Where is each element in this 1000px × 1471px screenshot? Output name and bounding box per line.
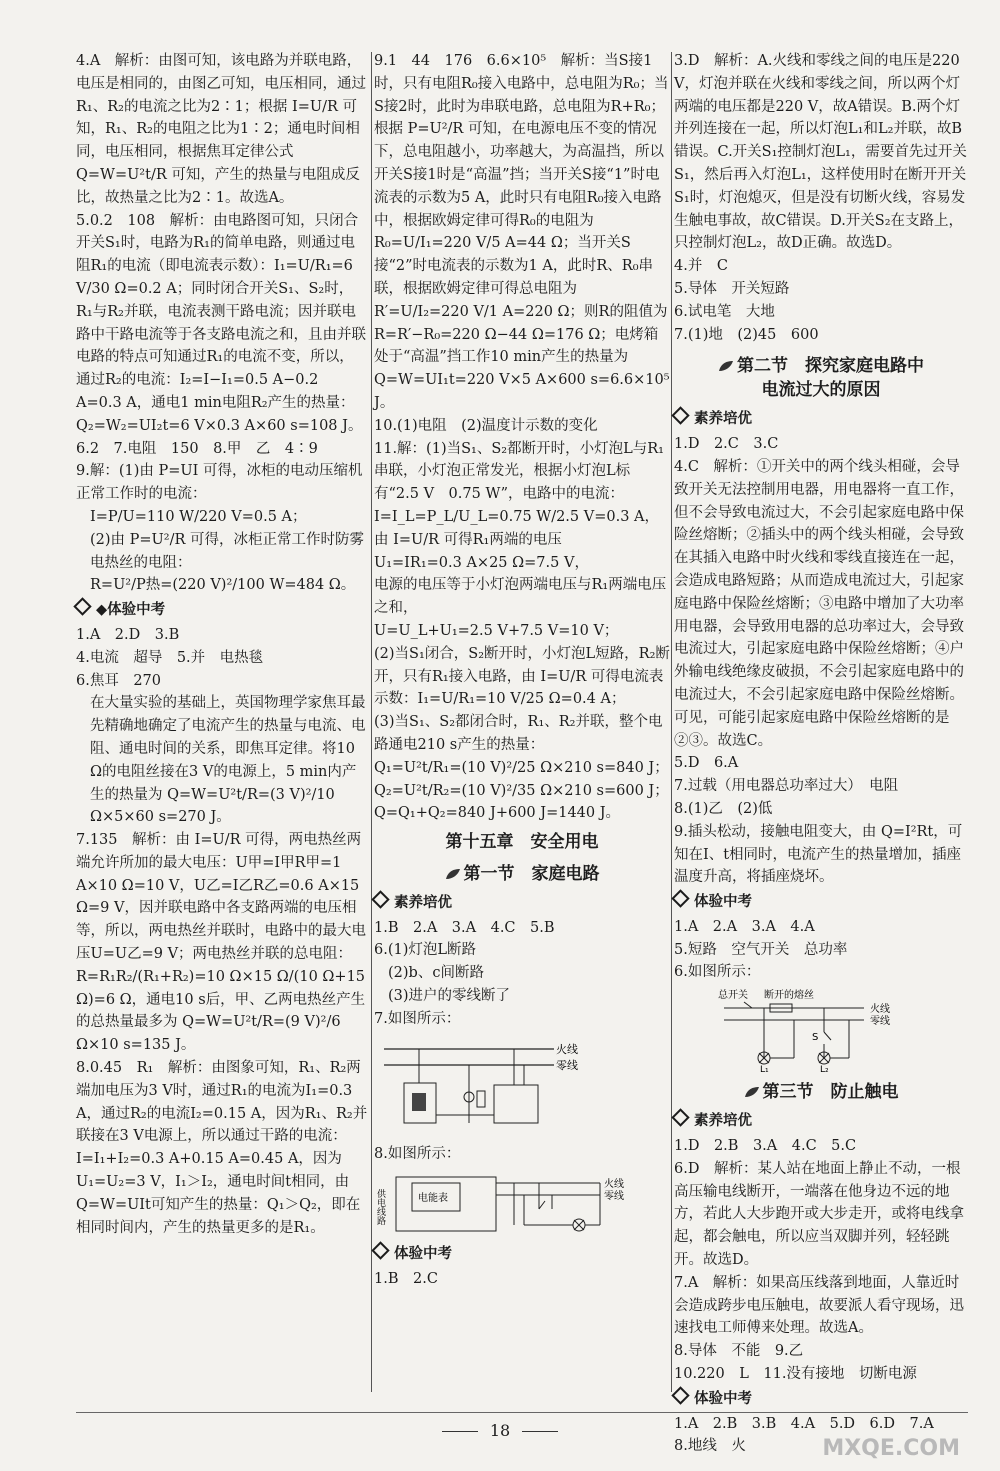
answer-item: 10.(1)电阻 (2)温度计示数的变化: [374, 417, 598, 434]
fig6-label-l2: L₂: [820, 1065, 829, 1073]
answer-item: 在大量实验的基础上，英国物理学家焦耳最先精确地确定了电流产生的热量与电流、电阻、通电时间的关系，即焦耳定律。将10 Ω的电阻丝接在3 V的电源上，5 min内产生的热量为 Q=W=U²t/R=(3 V)²/10 Ω×5×60 s=270 J。: [90, 695, 366, 826]
section-title: 第一节 家庭电路: [374, 862, 670, 886]
answer-item: 8.(1)乙 (2)低: [674, 800, 773, 817]
answer-item: 8.0.45 R₁ 解析：由图象可知，R₁、R₂两端加电压为3 V时，通过R₁的电流为I₁=0.3 A，通过R₂的电流I₂=0.15 A，因为R₁、R₂并联接在3 V电源上，所以通过干路的电流：I=I₁+I₂=0.3 A+0.15 A=0.45 A，因为U₁=U₂=3 V，I₁＞I₂，通电时间t相同，由Q=W=UIt可知产生的热量：Q₁＞Q₂，即在相同时间内，产生的热量更多的是R₁。: [76, 1060, 368, 1236]
section-title: 第三节 防止触电: [674, 1080, 968, 1104]
answer-item: 1.D 2.B 3.A 4.C 5.C: [674, 1138, 857, 1155]
diamond-icon: [671, 889, 689, 907]
chapter-title: 第十五章 安全用电: [445, 832, 599, 853]
formula-line: U=U_L+U₁=2.5 V+7.5 V=10 V；: [374, 622, 619, 639]
answer-item: 6.如图所示：: [674, 964, 761, 981]
answer-item: 6.试电笔 大地: [674, 303, 775, 320]
answer-item: (3)当S₁、S₂都闭合时，R₁、R₂并联，整个电路通电210 s产生的热量：: [374, 714, 663, 753]
fig6-label-main-switch: 总开关: [718, 990, 748, 1002]
answer-item: (2)由 P=U²/R 可得，冰柜正常工作时防雾电热丝的电阻：: [90, 531, 364, 571]
fig8-label-neutral: 零线: [604, 1191, 624, 1203]
answer-item: 5.D 6.A: [674, 755, 739, 772]
answer-item: 6.D 解析：某人站在地面上静止不动，一根高压输电线断开，一端落在他身边不远的地方，若此人大步跑开或大步走开，或将电线拿起，都会触电，所以应当双脚并列，轻轻跳开。故选D。: [674, 1160, 964, 1269]
fig8-label-supply: 供电线路: [375, 1189, 385, 1226]
answer-item: (2)当S₁闭合，S₂断开时，小灯泡L短路，R₂断开，只有R₁接入电路，由 I=U/R 可得电流表示数：I₁=U/R₁=10 V/25 Ω=0.4 A；: [374, 645, 670, 708]
diamond-icon: [671, 407, 689, 425]
fig6-label-live: 火线: [870, 1004, 890, 1016]
answer-item: 7.过载（用电器总功率过大） 电阻: [674, 778, 899, 795]
fig8-label-live: 火线: [604, 1179, 624, 1191]
section-heading: 素养培优: [374, 892, 670, 915]
answer-item: 8.如图所示：: [374, 1145, 461, 1162]
answer-item: 1.A 2.B 3.B 4.A 5.D 6.D 7.A: [674, 1415, 934, 1432]
diamond-icon: [671, 1109, 689, 1127]
answer-item: 3.D 解析：A.火线和零线之间的电压是220 V，灯泡并联在火线和零线之间，所以两个灯两端的电压都是220 V，故A错误。B.两个灯并列连接在一起，所以灯泡L₁和L₂并联，故B错误。C.开关S₁控制灯泡L₁，需要首先过开关S₁，然后再入灯泡L₁，这样使用时在断开开关S₁时，灯泡熄灭，但是没有切断火线，容易发生触电事故，故C错误。D.开关S₂在支路上，只控制灯泡L₂，故D正确。故选D。: [674, 53, 967, 252]
fig6-label-l1: L₁: [760, 1065, 769, 1073]
answer-item: 1.B 2.C: [374, 1271, 438, 1288]
answer-item: 11.解：(1)当S₁、S₂都断开时，小灯泡L与R₁串联，小灯泡正常发光，根据小灯泡L标有“2.5 V 0.75 W”，电路中的电流：: [374, 440, 664, 503]
answer-item: 7.135 解析：由 I=U/R 可得，两电热丝两端允许所加的最大电压：U甲=I甲R甲=1 A×10 Ω=10 V，U乙=I乙R乙=0.6 A×15 Ω=9 V，因并联电路中各支路两端的电压相等，所以，两电热丝并联时，电路中的最大电压U=U乙=9 V；两电热丝并联的总电阻：R=R₁R₂/(R₁+R₂)=10 Ω×15 Ω/(10 Ω+15 Ω)=6 Ω，通电10 s后，甲、乙两电热丝产生的总热量最多为 Q=W=U²t/R=(9 V)²/6 Ω×10 s=135 J。: [76, 832, 366, 1054]
column-divider: [671, 52, 672, 1392]
section-heading: 体验中考: [374, 1243, 670, 1266]
section-heading: 体验中考: [674, 1388, 968, 1411]
fig8-label-meter: 电能表: [418, 1193, 448, 1205]
formula-line: U₁=IR₁=0.3 A×25 Ω=7.5 V，: [374, 554, 589, 571]
watermark-logo: MXQE.COM: [822, 1436, 960, 1461]
section-heading: 素养培优: [674, 1110, 968, 1133]
answer-item: 9.解：(1)由 P=UI 可得，冰柜的电动压缩机正常工作时的电流：: [76, 463, 363, 503]
answer-item: 7.(1)地 (2)45 600: [674, 326, 819, 343]
formula-line: Q=Q₁+Q₂=840 J+600 J=1440 J。: [374, 805, 621, 822]
answer-item: (3)进户的零线断了: [388, 988, 511, 1005]
formula-line: Q₁=U²t/R₁=(10 V)²/25 Ω×210 s=840 J；: [374, 759, 669, 776]
answer-item: 1.A 2.A 3.A 4.A: [674, 918, 815, 935]
section-heading: 素养培优: [674, 408, 968, 431]
section-heading: 体验中考: [674, 891, 968, 914]
answer-item: 8.导体 不能 9.乙: [674, 1343, 804, 1360]
formula-line: Q₂=U²t/R₂=(10 V)²/35 Ω×210 s=600 J；: [374, 782, 669, 799]
answer-item: 4.C 解析：①开关中的两个线头相碰，会导致开关无法控制用电器，用电器将一直工作，但不会导致电流过大，不会引起家庭电路中保险丝熔断；②插头中的两个线头相碰，会导致在其插入电路中时火线和零线直接连在一起，会造成电路短路；从而造成电流过大，引起家庭电路中保险丝熔断；③电路中增加了大功率用电器，会导致用电器的总功率过大，会导致电流过大，引起家庭电路中保险丝熔断；④户外输电线绝缘皮破损，不会引起家庭电路中的电流过大，不会引起家庭电路中保险丝熔断。可见，可能引起家庭电路中保险丝熔断的是②③。故选C。: [674, 458, 964, 749]
formula-line: R=U²/P热=(220 V)²/100 W=484 Ω。: [90, 577, 356, 594]
answer-item: 1.D 2.C 3.C: [674, 436, 779, 453]
circuit-diagram-6: [674, 988, 968, 1072]
answer-item: 电源的电压等于小灯泡两端电压与R₁两端电压之和，: [374, 577, 667, 617]
answer-column-2: [374, 50, 670, 1291]
answer-item: 9.插头松动，接触电阻变大，由 Q=I²Rt，可知在I、t相同时，电流产生的热量增加，插座温度升高，将插座烧坏。: [674, 823, 963, 886]
diamond-icon: [371, 890, 389, 908]
fig6-label-fuse: 断开的熔丝: [764, 990, 814, 1002]
answer-item: 1.B 2.A 3.A 4.C 5.B: [374, 919, 555, 936]
answer-item: 5.0.2 108 解析：由电路图可知，只闭合开关S₁时，电路为R₁的简单电路，则通过电阻R₁的电流（即电流表示数）：I₁=U/R₁=6 V/30 Ω=0.2 A；同时闭合开关S₁、S₂时，R₁与R₂并联，电流表测干路电流；因并联电路中干路电流等于各支路电流之和，且由并联电路的特点可知通过R₁的电流不变，所以，通过R₂的电流：I₂=I−I₁=0.5 A−0.2 A=0.3 A，通电1 min电阻R₂产生的热量：Q₂=W₂=UI₂t=6 V×0.3 A×60 s=108 J。: [76, 212, 366, 434]
formula-line: 由 I=U/R 可得R₁两端的电压: [374, 531, 562, 548]
answer-item: 4.电流 超导 5.并 电热毯: [76, 649, 264, 666]
answer-item: 4.A 解析：由图可知，该电路为并联电路，电压是相同的，由图乙可知，电压相同，通过R₁、R₂的电流之比为2∶1；根据 I=U/R 可知，R₁、R₂的电阻之比为1∶2；通电时间相同，电压相同，根据焦耳定律公式 Q=W=U²t/R 可知，产生的热量与电阻成反比，故热量之比为2∶1。故选A。: [76, 53, 366, 206]
answer-item: 1.A 2.D 3.B: [76, 626, 180, 643]
column-divider: [371, 52, 372, 1392]
diamond-icon: [371, 1242, 389, 1260]
answer-item: 6.焦耳 270: [76, 672, 162, 689]
formula-line: I=I_L=P_L/U_L=0.75 W/2.5 V=0.3 A，: [374, 508, 660, 525]
answer-item: 5.导体 开关短路: [674, 280, 790, 297]
leaf-icon: [744, 1086, 760, 1098]
leaf-icon: [718, 360, 734, 372]
answer-item: 5.短路 空气开关 总功率: [674, 941, 848, 958]
answer-item: 7.如图所示：: [374, 1010, 461, 1027]
circuit-diagram-8: [374, 1169, 670, 1237]
formula-line: I=P/U=110 W/220 V=0.5 A；: [90, 508, 307, 525]
diamond-icon: [671, 1386, 689, 1404]
answer-item: 6.2 7.电阻 150 8.甲 乙 4∶9: [76, 440, 318, 457]
answer-item: (2)b、c间断路: [388, 965, 484, 982]
fig6-label-switch: S: [812, 1032, 819, 1044]
circuit-diagram-7: [374, 1035, 670, 1137]
diamond-icon: [73, 597, 91, 615]
answer-item: 8.地线 火: [674, 1438, 746, 1455]
page-number: 18: [0, 1421, 1000, 1440]
answer-item: 4.并 C: [674, 258, 728, 275]
answer-item: 10.220 L 11.没有接地 切断电源: [674, 1366, 917, 1383]
answer-item: 9.1 44 176 6.6×10⁵ 解析：当S接1时，只有电阻R₀接入电路中，总电阻为R₀；当S接2时，此时为串联电路，总电阻为R+R₀；根据 P=U²/R 可知，在电源电压不变的情况下，总电阻越小，功率越大，为高温挡，所以开关S接1时是“高温”挡；当开关S接“1”时电流表的示数为5 A，此时只有电阻R₀接入电路中，根据欧姆定律可得R₀的电阻为 R₀=U/I₁=220 V/5 A=44 Ω；当开关S接“2”时电流表的示数为1 A，此时R、R₀串联，根据欧姆定律可得总电阻为 R′=U/I₂=220 V/1 A=220 Ω；则R的阻值为 R=R′−R₀=220 Ω−44 Ω=176 Ω；电烤箱处于“高温”挡工作10 min产生的热量为 Q=W=UI₁t=220 V×5 A×600 s=6.6×10⁵ J。: [374, 53, 670, 411]
section-heading: ◆体验中考: [76, 599, 368, 622]
fig7-label-neutral: 零线: [556, 1058, 578, 1072]
fig6-label-neutral: 零线: [870, 1016, 890, 1028]
footer-rule: [76, 1412, 968, 1413]
answer-item: 7.A 解析：如果高压线落到地面，人靠近时会造成跨步电压触电，故要派人看守现场，迅速找电工师傅来处理。故选A。: [674, 1274, 964, 1337]
fig7-label-live: 火线: [556, 1042, 578, 1056]
section-title: 第二节 探究家庭电路中 电流过大的原因: [674, 354, 968, 402]
answer-column-1: [76, 50, 368, 1239]
answer-item: 6.(1)灯泡L断路: [374, 942, 477, 959]
leaf-icon: [445, 868, 461, 880]
answer-column-3: [674, 50, 968, 1458]
